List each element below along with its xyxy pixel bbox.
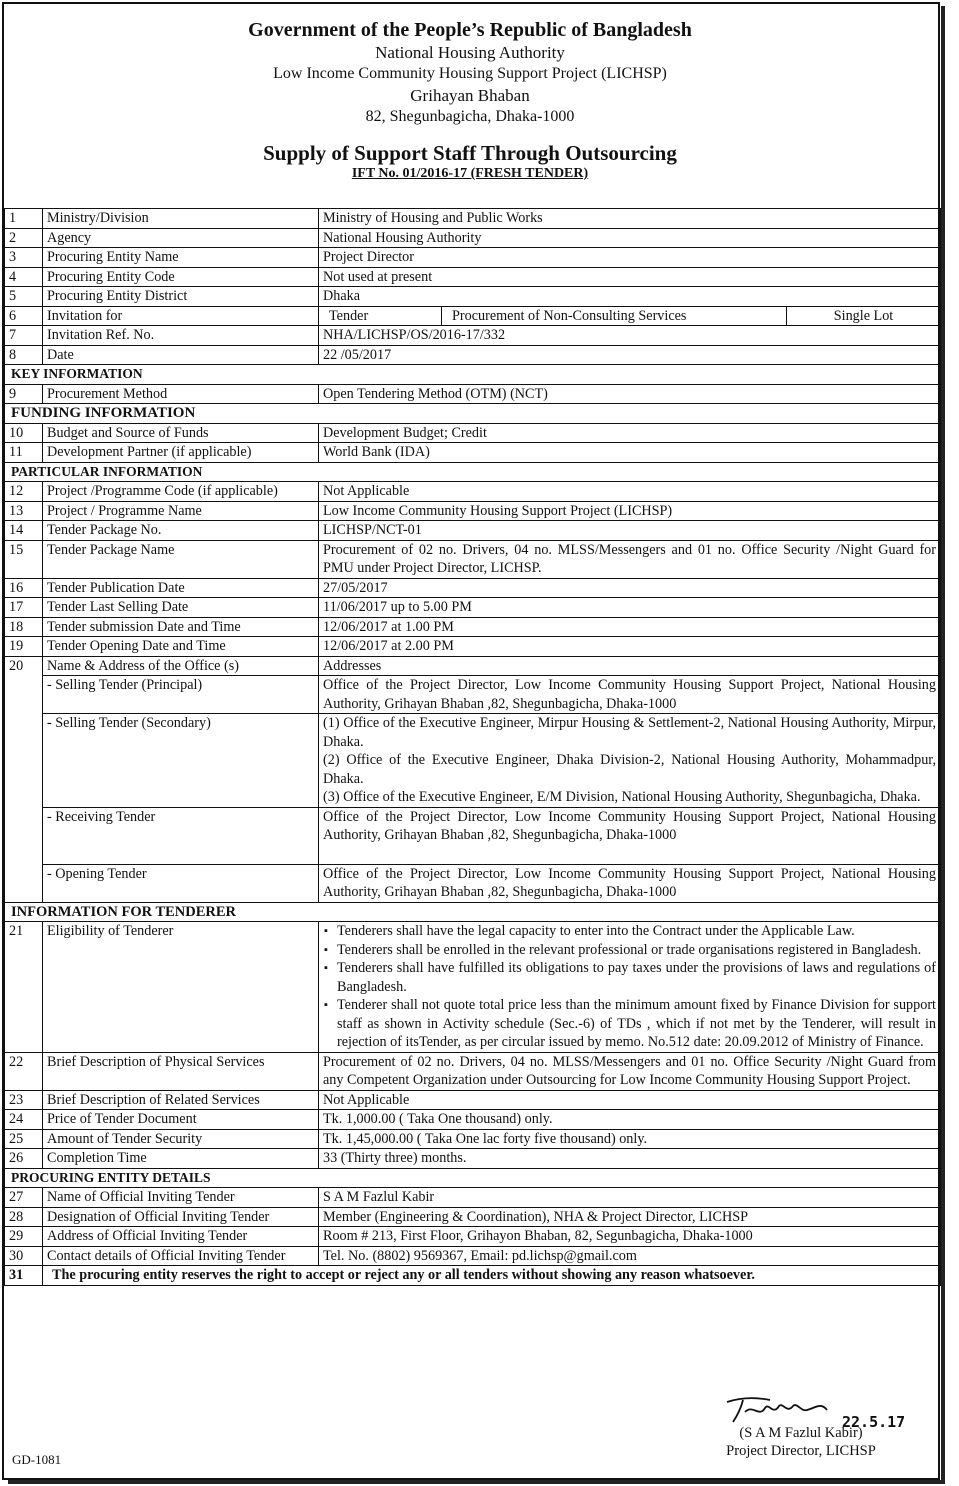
building-name: Grihayan Bhaban (410, 86, 530, 105)
table-row: 9 Procurement Method Open Tendering Method (OTM) (NCT) (5, 384, 941, 404)
section-heading: PARTICULAR INFORMATION (5, 462, 941, 482)
table-row: - Opening Tender Office of the Project Director, Low Income Community Housing Support Project, National Housing Authority, Grihayan Bhaban ,82, Shegunbagicha, Dhaka-1000 (5, 864, 941, 902)
table-row: 26 Completion Time 33 (Thirty three) months. (5, 1149, 941, 1169)
table-row: 17 Tender Last Selling Date 11/06/2017 up to 5.00 PM (5, 598, 941, 618)
table-row: 23 Brief Description of Related Services Not Applicable (5, 1090, 941, 1110)
table-row: 29 Address of Official Inviting Tender Room # 213, First Floor, Grihayon Bhaban, 82, Segunbagicha, Dhaka-1000 (5, 1227, 941, 1247)
table-row: 8 Date 22 /05/2017 (5, 345, 941, 365)
document-header (0, 18, 940, 182)
table-row: 5 Procuring Entity District Dhaka (5, 287, 941, 307)
authority-name: National Housing Authority (375, 43, 565, 62)
tender-notice-table (4, 208, 941, 1286)
signature-block (686, 1398, 916, 1460)
table-row: 20 Name & Address of the Office (s) Addresses (5, 656, 941, 676)
disclaimer-text: The procuring entity reserves the right to accept or reject any or all tenders without showing any reason whatsoever. (43, 1266, 941, 1286)
table-row: 30 Contact details of Official Inviting Tender Tel. No. (8802) 9569367, Email: pd.lichsp@gmail.com (5, 1246, 941, 1266)
eligibility-list (323, 922, 936, 1052)
table-row: 4 Procuring Entity Code Not used at present (5, 267, 941, 287)
table-row: 7 Invitation Ref. No. NHA/LICHSP/OS/2016-17/332 (5, 326, 941, 346)
table-row: 25 Amount of Tender Security Tk. 1,45,000.00 ( Taka One lac forty five thousand) only. (5, 1129, 941, 1149)
office-address: 82, Shegunbagicha, Dhaka-1000 (365, 108, 575, 125)
secondary-office-3: (3) Office of the Executive Engineer, E/M Division, National Housing Authority, Shegunbagicha, Dhaka. (323, 789, 921, 805)
invitation-category: Procurement of Non-Consulting Services (442, 307, 787, 326)
signature-date: 22.5.17 (842, 1413, 906, 1431)
table-row: 31 The procuring entity reserves the right to accept or reject any or all tenders without showing any reason whatsoever. (5, 1266, 941, 1286)
table-row: 3 Procuring Entity Name Project Director (5, 248, 941, 268)
government-title: Government of the People’s Republic of Bangladesh (248, 19, 692, 41)
ift-number: IFT No. 01/2016-17 (FRESH TENDER) (351, 166, 589, 181)
table-row: 6 Invitation for Tender Procurement of Non-Consulting Services Single Lot (5, 306, 941, 326)
invitation-type: Tender (329, 307, 442, 326)
invitation-cells (329, 307, 940, 326)
table-row: 21 Eligibility of Tenderer ▪ Tenderers shall have the legal capacity to enter into the Contract under the Applicable Law. ▪ Tenderers shall be enrolled in the relevant professional or trade organisations registered in Bangladesh. ▪ Tenderers shall have fulfilled its obligations to pay taxes under the provisions of laws and regulations of Bangladesh. ▪ Tenderer shall not quote total price less than the minimum amount fixed by Finance Division for support staff as shown in Activity schedule (Sec.-6) of TDs , which if not met by the Tenderer, will result in rejection of itsTender, as per circular issued by memo. No.512 date: 20.09.2012 of Ministry of Finance. (5, 922, 941, 1053)
secondary-office-1: (1) Office of the Executive Engineer, Mirpur Housing & Settlement-2, National Housing Authority, Mirpur, Dhaka. (323, 715, 936, 750)
border-shadow-bottom (8, 1480, 945, 1484)
signatory-designation: Project Director, LICHSP (726, 1443, 876, 1459)
list-item: ▪ Tenderers shall have fulfilled its obligations to pay taxes under the provisions of laws and regulations of Bangladesh. (337, 959, 936, 996)
signatory-name: (S A M Fazlul Kabir) (739, 1425, 863, 1441)
table-row: 24 Price of Tender Document Tk. 1,000.00 ( Taka One thousand) only. (5, 1110, 941, 1130)
list-item: ▪ Tenderer shall not quote total price less than the minimum amount fixed by Finance Division for support staff as shown in Activity schedule (Sec.-6) of TDs , which if not met by the Tenderer, will result in rejection of itsTender, as per circular issued by memo. No.512 date: 20.09.2012 of Ministry of Finance. (337, 996, 936, 1052)
section-heading: FUNDING INFORMATION (5, 404, 941, 424)
table-row: 16 Tender Publication Date 27/05/2017 (5, 578, 941, 598)
table-row: 18 Tender submission Date and Time 12/06/2017 at 1.00 PM (5, 617, 941, 637)
table-row: 22 Brief Description of Physical Services Procurement of 02 no. Drivers, 04 no. MLSS/Messengers and 01 no. Office Security /Night Guard from any Competent Organization under Outsourcing for Low Income Community Housing Support Project. (5, 1052, 941, 1090)
invitation-lot: Single Lot (833, 307, 894, 324)
table-row: 13 Project / Programme Name Low Income Community Housing Support Project (LICHSP) (5, 501, 941, 521)
table-row: - Selling Tender (Principal) Office of the Project Director, Low Income Community Housing Support Project, National Housing Authority, Grihayan Bhaban ,82, Shegunbagicha, Dhaka-1000 (5, 676, 941, 714)
secondary-office-2: (2) Office of the Executive Engineer, Dhaka Division-2, National Housing Authority, Mohammadpur, Dhaka. (323, 752, 936, 787)
table-row: 14 Tender Package No. LICHSP/NCT-01 (5, 521, 941, 541)
table-row: 11 Development Partner (if applicable) World Bank (IDA) (5, 443, 941, 463)
table-row: 10 Budget and Source of Funds Development Budget; Credit (5, 423, 941, 443)
table-row: - Receiving Tender Office of the Project Director, Low Income Community Housing Support Project, National Housing Authority, Grihayan Bhaban ,82, Shegunbagicha, Dhaka-1000 (5, 807, 941, 864)
table-row: 27 Name of Official Inviting Tender S A M Fazlul Kabir (5, 1188, 941, 1208)
table-row: 19 Tender Opening Date and Time 12/06/2017 at 2.00 PM (5, 637, 941, 657)
section-heading: KEY INFORMATION (5, 365, 941, 385)
table-row: 28 Designation of Official Inviting Tender Member (Engineering & Coordination), NHA & Project Director, LICHSP (5, 1207, 941, 1227)
project-name: Low Income Community Housing Support Project (LICHSP) (273, 65, 667, 82)
section-heading: INFORMATION FOR TENDERER (5, 902, 941, 922)
table-row: 12 Project /Programme Code (if applicable) Not Applicable (5, 482, 941, 502)
list-item: ▪ Tenderers shall have the legal capacity to enter into the Contract under the Applicable Law. (337, 922, 936, 941)
document-code: GD-1081 (12, 1452, 62, 1467)
table-row: 1 Ministry/Division Ministry of Housing and Public Works (5, 209, 941, 229)
table-row: 15 Tender Package Name Procurement of 02 no. Drivers, 04 no. MLSS/Messengers and 01 no. Office Security /Night Guard for PMU under Project Director, LICHSP. (5, 540, 941, 578)
border-shadow-right (941, 6, 945, 1484)
table-row: - Selling Tender (Secondary) (1) Office of the Executive Engineer, Mirpur Housing & Settlement-2, National Housing Authority, Mirpur, Dhaka. (2) Office of the Executive Engineer, Dhaka Division-2, National Housing Authority, Mohammadpur, Dhaka. (3) Office of the Executive Engineer, E/M Division, National Housing Authority, Shegunbagicha, Dhaka. (5, 714, 941, 808)
section-heading: PROCURING ENTITY DETAILS (5, 1168, 941, 1188)
notice-title: Supply of Support Staff Through Outsourcing (263, 141, 677, 165)
list-item: ▪ Tenderers shall be enrolled in the relevant professional or trade organisations registered in Bangladesh. (337, 941, 936, 960)
table-row: 2 Agency National Housing Authority (5, 228, 941, 248)
